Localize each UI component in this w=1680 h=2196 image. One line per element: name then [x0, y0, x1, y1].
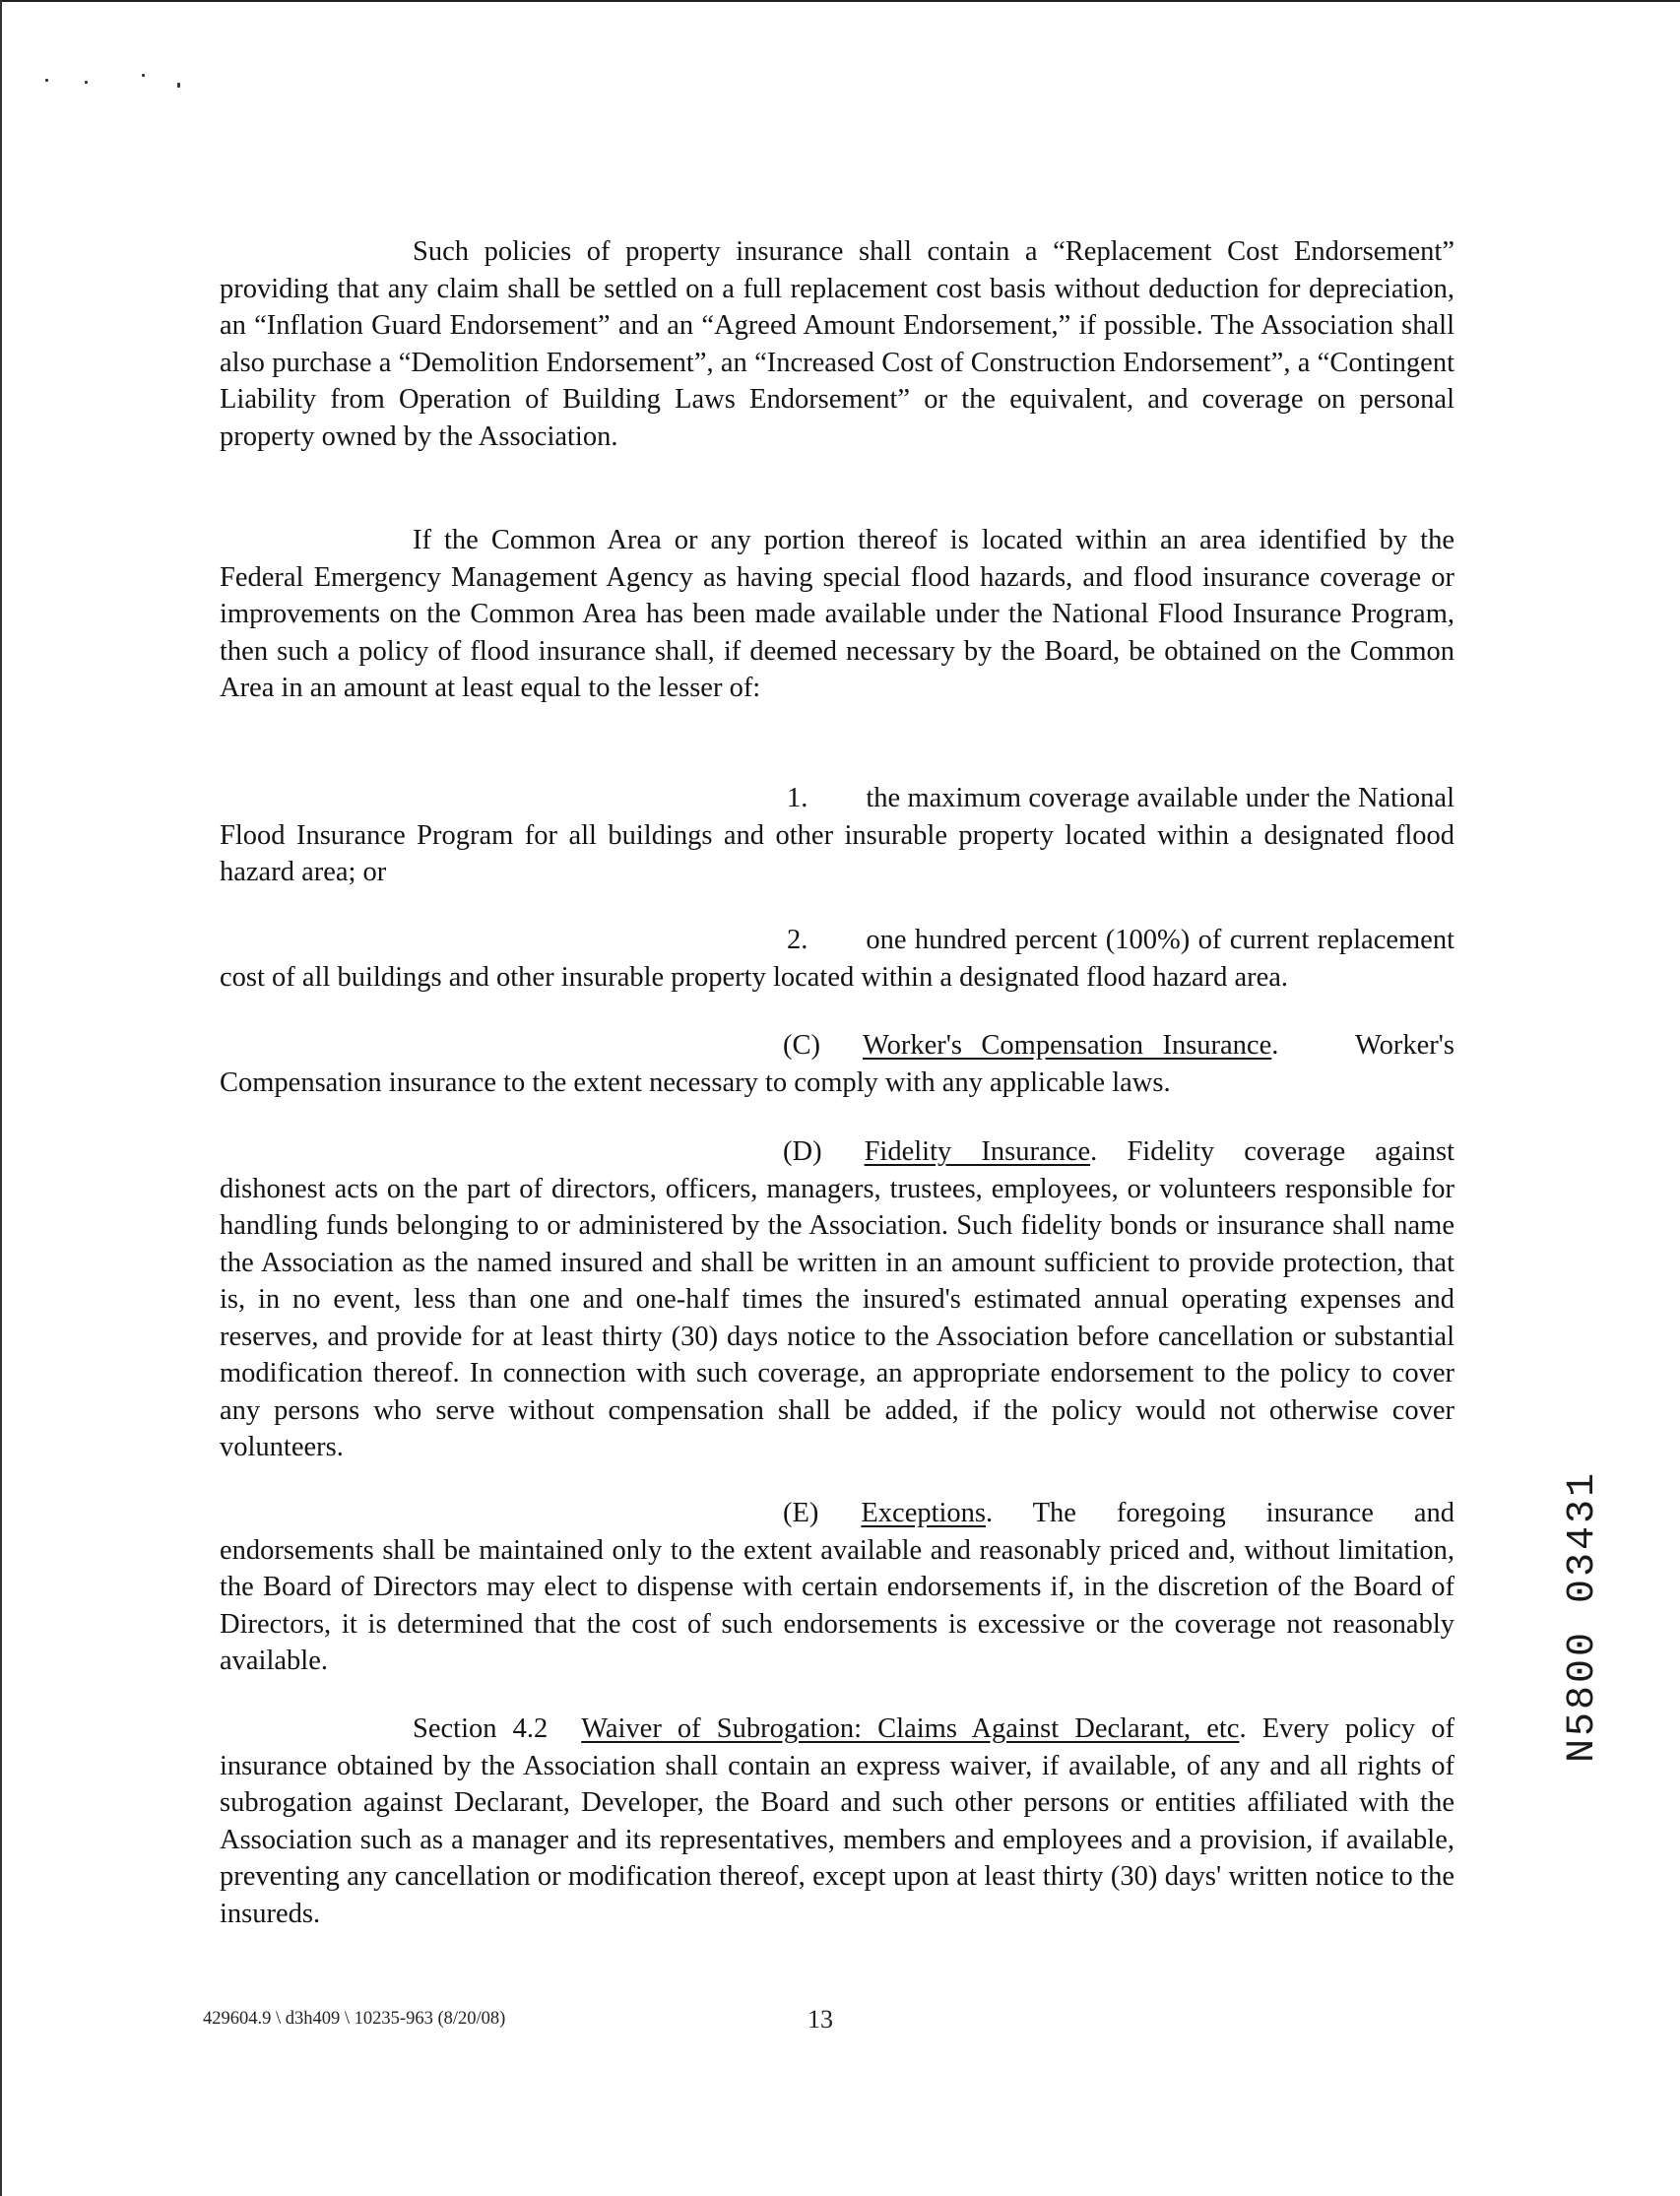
scan-speck [177, 83, 180, 88]
paragraph-text: Such policies of property insurance shall contain a “Replacement Cost Endorsement” providing that any claim shall be settled on a full replacement cost basis without deduction for depreciation, an “Inflation Guard Endorsement” and an “Agreed Amount Endorsement,” if possible. The Association shall also purchase a “Demolition Endorsement”, an “Increased Cost of Construction Endorsement”, a “Contingent Liability from Operation of Building Laws Endorsement” or the equivalent, and coverage on personal property owned by the Association. [220, 236, 1454, 452]
section-heading: Worker's Compensation Insurance [863, 1030, 1272, 1061]
paragraph-flood-insurance [220, 522, 1454, 707]
list-item-text: the maximum coverage available under the National Flood Insurance Program for all buildings and other insurable property located within a designated flood hazard area; or [220, 783, 1454, 887]
paragraph-replacement-cost [220, 233, 1454, 455]
section-d-fidelity-insurance: (D) Fidelity Insurance. Fidelity coverage against dishonest acts on the part of directors, officers, managers, trustees, employees, or volunteers responsible for handling funds belonging to or administered by the Association. Such fidelity bonds or insurance shall name the Association as the named insured and shall be written in an amount sufficient to provide protection, that is, in no event, less than one and one-half times the insured's estimated annual operating expenses and reserves, and provide for at least thirty (30) days notice to the Association before cancellation or substantial modification thereof. In connection with such coverage, an appropriate endorsement to the policy to cover any persons who serve without compensation shall be added, if the policy would not otherwise cover volunteers. [220, 1133, 1454, 1466]
page-number: 13 [808, 2005, 833, 2034]
list-item-1 [220, 780, 1454, 891]
section-c-workers-compensation: (C) Worker's Compensation Insurance. Worker's Compensation insurance to the extent necessary to comply with any applicable laws. [220, 1027, 1454, 1101]
section-heading: Fidelity Insurance [864, 1136, 1091, 1167]
list-item-text: one hundred percent (100%) of current replacement cost of all buildings and other insurable property located within a designated flood hazard area. [220, 925, 1454, 993]
section-text: The foregoing insurance and endorsements shall be maintained only to the extent available and reasonably priced and, without limitation, the Board of Directors may elect to dispense with certain endorsements if, in the discretion of the Board of Directors, it is determined that the cost of such endorsements is excessive or the coverage not reasonably available. [220, 1498, 1454, 1676]
list-item-2 [220, 922, 1454, 996]
section-label: (E) [783, 1498, 819, 1528]
scan-speck [85, 81, 88, 84]
section-text: Worker's Compensation insurance to the extent necessary to comply with any applicable laws. [220, 1030, 1454, 1098]
scan-edge-left [0, 0, 2, 2196]
section-text: Every policy of insurance obtained by the Association shall contain an express waiver, if available, of any and all rights of subrogation against Declarant, Developer, the Board and such other persons or entities affiliated with the Association such as a manager and its representatives, members and employees and a provision, if available, preventing any cancellation or modification thereof, except upon at least thirty (30) days' written notice to the insureds. [220, 1713, 1454, 1929]
list-number: 2. [787, 925, 808, 955]
scan-edge-top [0, 0, 1680, 2]
section-label: Section 4.2 [413, 1713, 549, 1744]
section-text: Fidelity coverage against dishonest acts on the part of directors, officers, managers, trustees, employees, or volunteers responsible for handling funds belonging to or administered by the Association. Such fidelity bonds or insurance shall name the Association as the named insured and shall be written in an amount sufficient to provide protection, that is, in no event, less than one and one-half times the insured's estimated annual operating expenses and reserves, and provide for at least thirty (30) days notice to the Association before cancellation or substantial modification thereof. In connection with such coverage, an appropriate endorsement to the policy to cover any persons who serve without compensation shall be added, if the policy would not otherwise cover volunteers. [220, 1136, 1454, 1462]
section-e-exceptions: (E) Exceptions. The foregoing insurance and endorsements shall be maintained only to the extent available and reasonably priced and, without limitation, the Board of Directors may elect to dispense with certain endorsements if, in the discretion of the Board of Directors, it is determined that the cost of such endorsements is excessive or the coverage not reasonably available. [220, 1495, 1454, 1680]
footer-document-id: 429604.9 \ d3h409 \ 10235-963 (8/20/08) [203, 2009, 506, 2029]
section-label: (D) [783, 1136, 822, 1167]
scan-speck [142, 74, 145, 77]
side-stamp-text: N5800 03431 [1561, 1469, 1605, 1763]
scan-speck [45, 79, 48, 82]
paragraph-text: If the Common Area or any portion thereof is located within an area identified by the Federal Emergency Management Agency as having special flood hazards, and flood insurance coverage or improvements on the Common Area has been made available under the National Flood Insurance Program, then such a policy of flood insurance shall, if deemed necessary by the Board, be obtained on the Common Area in an amount at least equal to the lesser of: [220, 525, 1454, 703]
section-label: (C) [783, 1030, 820, 1061]
section-4-2-waiver-of-subrogation: Section 4.2 Waiver of Subrogation: Claims Against Declarant, etc. Every policy of insurance obtained by the Association shall contain an express waiver, if available, of any and all rights of subrogation against Declarant, Developer, the Board and such other persons or entities affiliated with the Association such as a manager and its representatives, members and employees and a provision, if available, preventing any cancellation or modification thereof, except upon at least thirty (30) days' written notice to the insureds. [220, 1713, 1454, 1929]
section-heading: Waiver of Subrogation: Claims Against Declarant, etc [581, 1713, 1240, 1744]
section-heading: Exceptions [861, 1498, 987, 1528]
list-number: 1. [787, 783, 808, 813]
